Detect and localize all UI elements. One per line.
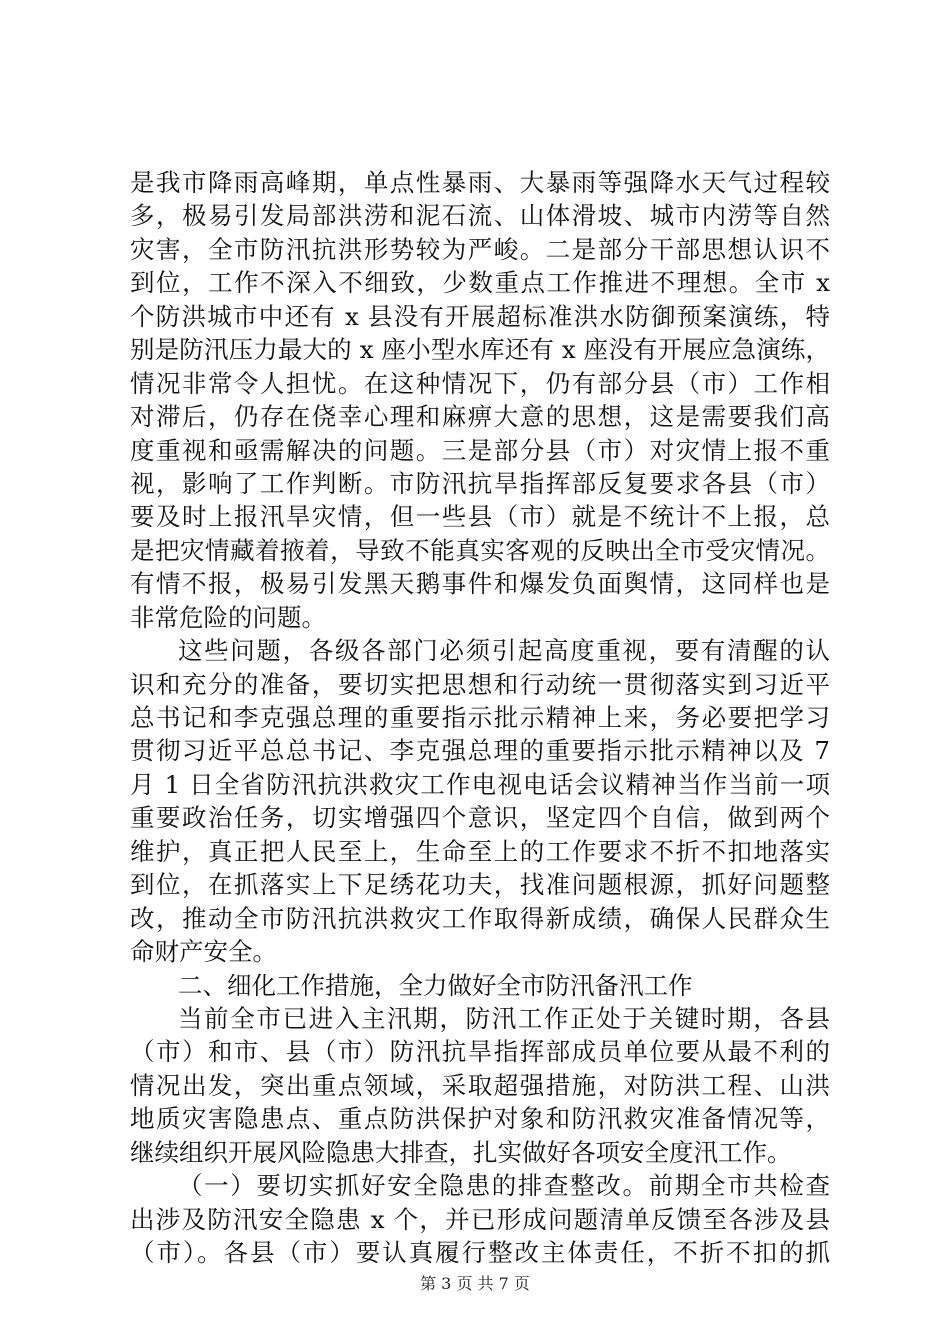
text-line: 总书记和李克强总理的重要指示批示精神上来，务必要把学习 xyxy=(130,703,830,732)
paragraph-first-line: 这些问题，各级各部门必须引起高度重视，要有清醒的认 xyxy=(178,636,830,666)
text-line: 是我市降雨高峰期，单点性暴雨、大暴雨等强降水天气过程较 xyxy=(130,168,830,197)
text-line: 灾害，全市防汛抗洪形势较为严峻。二是部分干部思想认识不 xyxy=(130,234,830,264)
text-line: 有情不报，极易引发黑天鹅事件和爆发负面舆情，这同样也是 xyxy=(130,569,830,599)
text-line: 情况出发，突出重点领域，采取超强措施，对防洪工程、山洪 xyxy=(130,1070,830,1100)
text-line: 个防洪城市中还有 x 县没有开展超标准洪水防御预案演练，特 xyxy=(130,301,830,331)
text-line: 是把灾情藏着掖着，导致不能真实客观的反映出全市受灾情况。 xyxy=(130,535,830,565)
text-line: 重要政治任务，切实增强四个意识，坚定四个自信，做到两个 xyxy=(130,803,830,833)
text-line: 月 1 日全省防汛抗洪救灾工作电视电话会议精神当作当前一项 xyxy=(130,769,830,799)
text-line: 到位，工作不深入不细致，少数重点工作推进不理想。全市 x xyxy=(130,268,830,298)
text-line: 对滞后，仍存在侥幸心理和麻痹大意的思想，这是需要我们高 xyxy=(130,402,830,432)
text-line: 视，影响了工作判断。市防汛抗旱指挥部反复要求各县（市） xyxy=(130,468,830,498)
document-body xyxy=(130,166,830,1269)
text-line: 改，推动全市防汛抗洪救灾工作取得新成绩，确保人民群众生 xyxy=(130,903,830,933)
text-line: （市）和市、县（市）防汛抗旱指挥部成员单位要从最不利的 xyxy=(130,1037,830,1067)
text-line: 出涉及防汛安全隐患 x 个，并已形成问题清单反馈至各涉及县 xyxy=(130,1204,830,1234)
text-line: （市）。各县（市）要认真履行整改主体责任，不折不扣的抓 xyxy=(130,1238,830,1267)
subsection-first-line: （一）要切实抓好安全隐患的排查整改。前期全市共检查 xyxy=(178,1171,830,1201)
paragraph-first-line: 当前全市已进入主汛期，防汛工作正处于关键时期，各县 xyxy=(178,1003,830,1033)
text-line: 继续组织开展风险隐患大排查，扎实做好各项安全度汛工作。 xyxy=(130,1137,792,1167)
text-line: 非常危险的问题。 xyxy=(130,602,326,632)
text-line: 地质灾害隐患点、重点防洪保护对象和防汛救灾准备情况等， xyxy=(130,1104,830,1134)
text-line: 情况非常令人担忧。在这种情况下，仍有部分县（市）工作相 xyxy=(130,368,830,398)
text-line: 度重视和亟需解决的问题。三是部分县（市）对灾情上报不重 xyxy=(130,435,830,465)
text-line: 维护，真正把人民至上，生命至上的工作要求不折不扣地落实 xyxy=(130,836,830,866)
text-line: 识和充分的准备，要切实把思想和行动统一贯彻落实到习近平 xyxy=(130,669,830,699)
text-line: 别是防汛压力最大的 x 座小型水库还有 x 座没有开展应急演练， xyxy=(130,335,830,365)
section-heading: 二、细化工作措施，全力做好全市防汛备汛工作 xyxy=(178,970,693,1000)
text-line: 多，极易引发局部洪涝和泥石流、山体滑坡、城市内涝等自然 xyxy=(130,201,830,231)
page-number-footer: 第 3 页 共 7 页 xyxy=(420,1274,530,1293)
text-line: 到位，在抓落实上下足绣花功夫，找准问题根源，抓好问题整 xyxy=(130,870,830,900)
text-line: 命财产安全。 xyxy=(130,937,277,967)
text-line: 贯彻习近平总总书记、李克强总理的重要指示批示精神以及 7 xyxy=(130,736,830,766)
text-line: 要及时上报汛旱灾情，但一些县（市）就是不统计不上报，总 xyxy=(130,502,830,532)
